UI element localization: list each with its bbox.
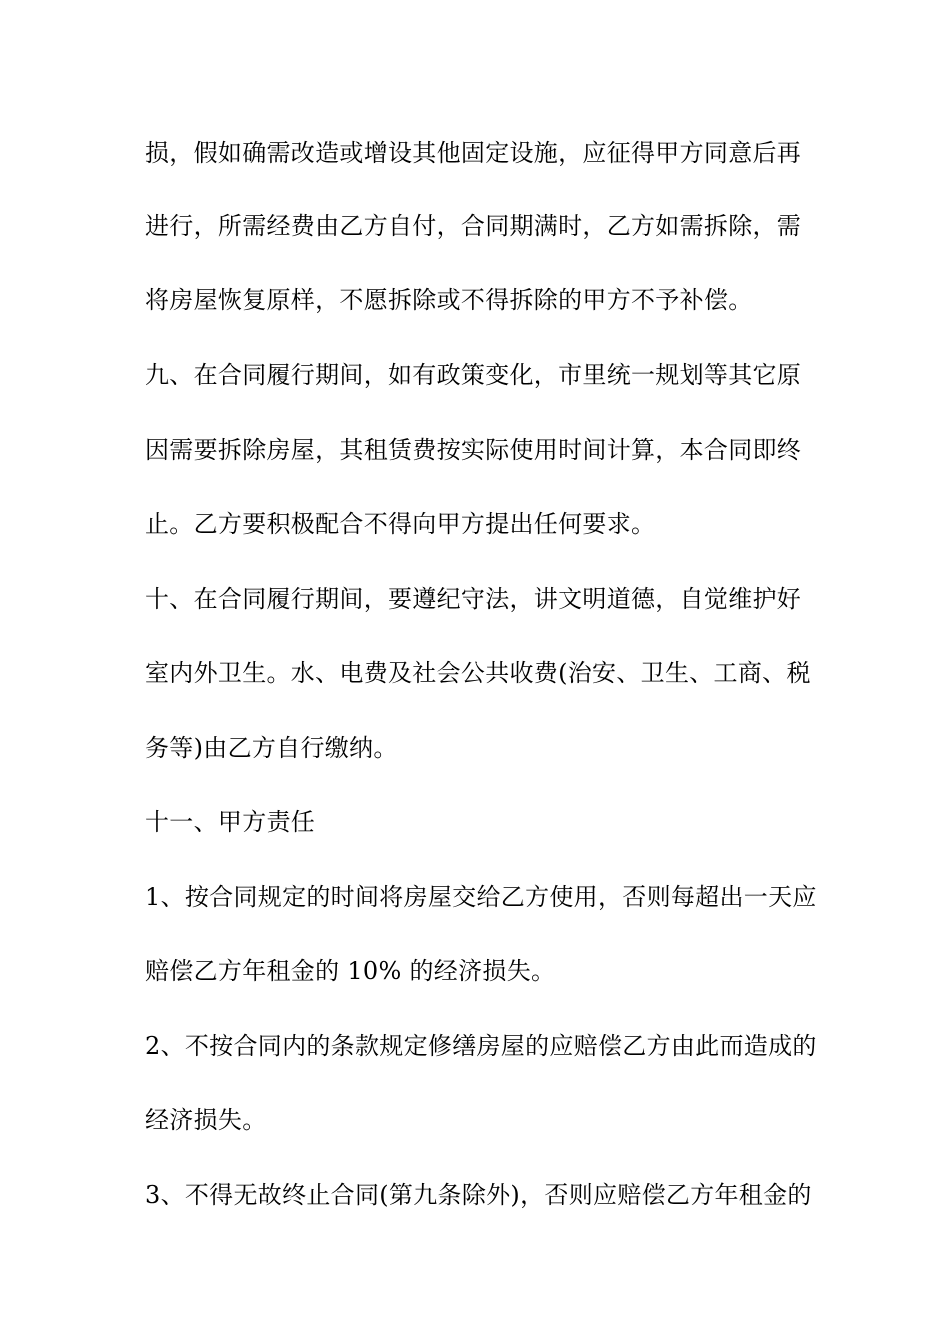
paragraph-line: 止。乙方要积极配合不得向甲方提出任何要求。 — [145, 510, 656, 538]
paragraph-line: 将房屋恢复原样，不愿拆除或不得拆除的甲方不予补偿。 — [145, 286, 753, 314]
paragraph-line: 赔偿乙方年租金的 10% 的经济损失。 — [145, 957, 556, 985]
paragraph-line: 因需要拆除房屋，其租赁费按实际使用时间计算，本合同即终 — [145, 436, 802, 464]
item-one-line: 1、按合同规定的时间将房屋交给乙方使用，否则每超出一天应 — [145, 883, 817, 911]
item-two-line: 2、不按合同内的条款规定修缮房屋的应赔偿乙方由此而造成的 — [145, 1032, 817, 1060]
clause-ten-line: 十、在合同履行期间，要遵纪守法，讲文明道德，自觉维护好 — [145, 585, 802, 613]
clause-nine-line: 九、在合同履行期间，如有政策变化，市里统一规划等其它原 — [145, 361, 802, 389]
paragraph-line: 室内外卫生。水、电费及社会公共收费(治安、卫生、工商、税 — [145, 659, 811, 687]
paragraph-line: 经济损失。 — [145, 1106, 267, 1134]
clause-eleven-heading: 十一、甲方责任 — [145, 808, 316, 836]
paragraph-line: 务等)由乙方自行缴纳。 — [145, 734, 398, 762]
item-three-line: 3、不得无故终止合同(第九条除外)，否则应赔偿乙方年租金的 — [145, 1181, 812, 1209]
paragraph-line: 损，假如确需改造或增设其他固定设施，应征得甲方同意后再 — [145, 139, 802, 167]
paragraph-line: 进行，所需经费由乙方自付，合同期满时，乙方如需拆除，需 — [145, 212, 802, 240]
